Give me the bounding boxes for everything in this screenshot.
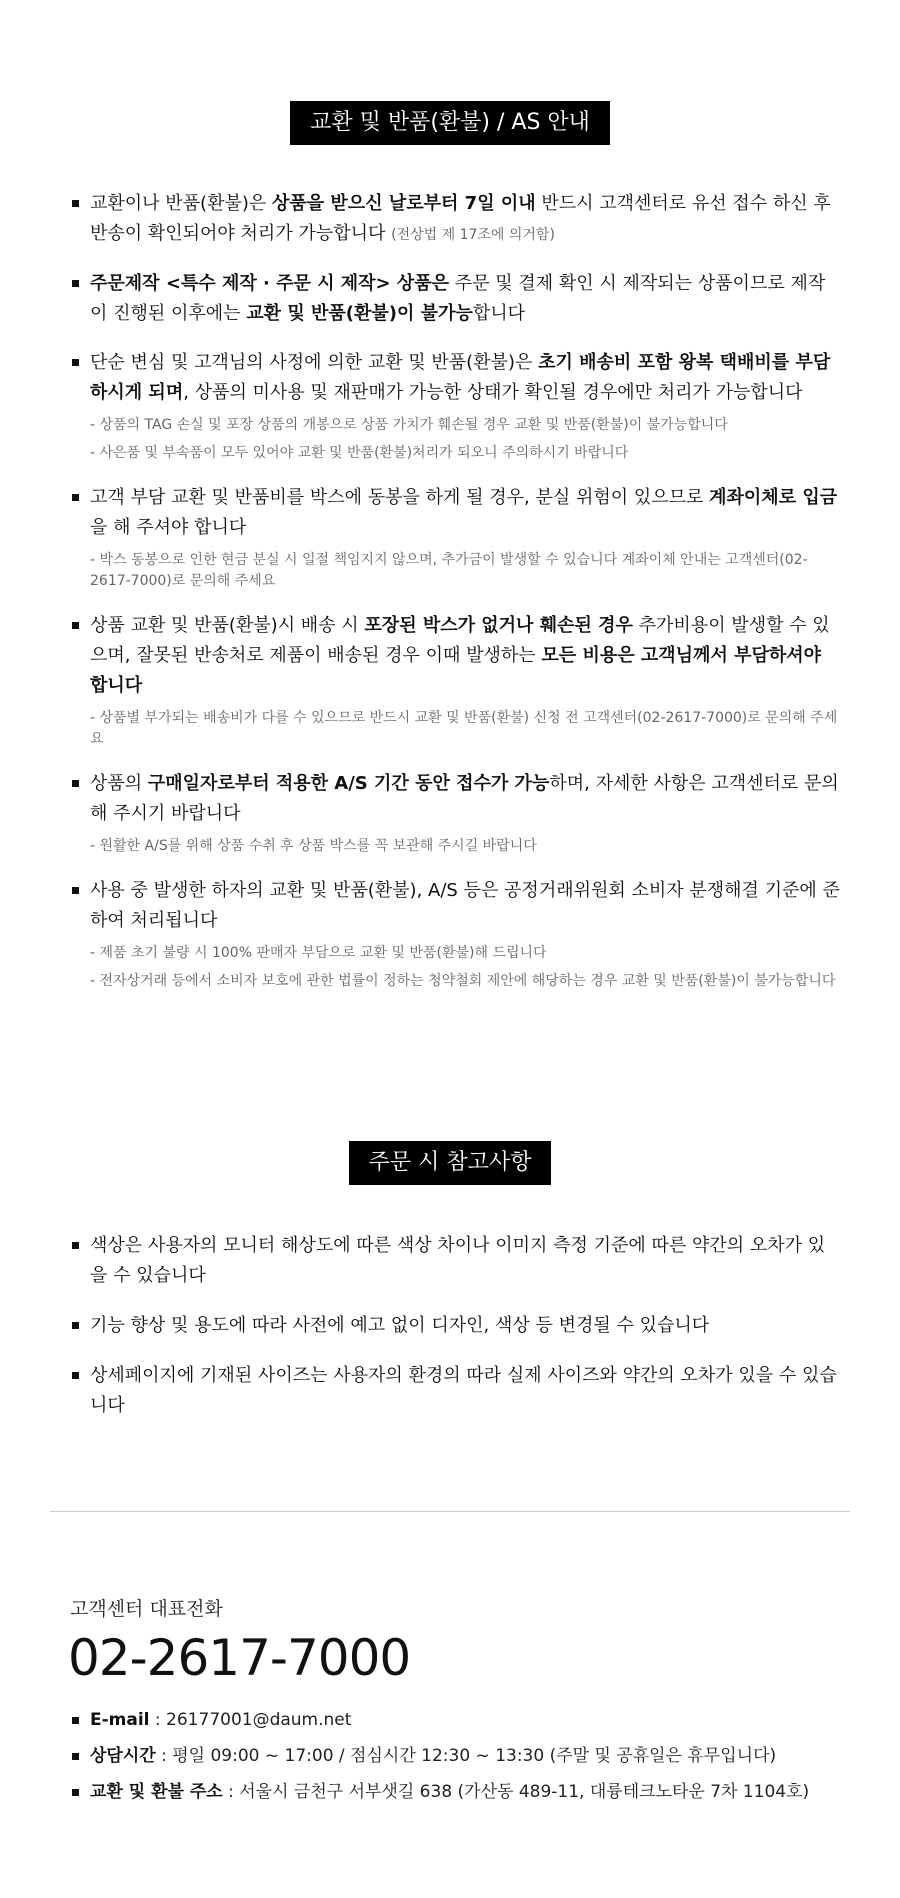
item-text: 상세페이지에 기재된 사이즈는 사용자의 환경의 따라 실제 사이즈와 약간의 오차가 있을 수 있습니다 <box>90 1365 837 1416</box>
bullet-icon <box>72 359 79 366</box>
section-divider <box>50 1511 850 1512</box>
list-item <box>70 1231 840 1291</box>
address-value: : 서울시 금천구 서부샛길 638 (가산동 489-11, 대륭테크노타운 7차 1104호) <box>222 1782 810 1802</box>
bullet-icon <box>72 1242 79 1249</box>
item-note: - 제품 초기 불량 시 100% 판매자 부담으로 교환 및 반품(환불)해 드립니다 <box>90 945 547 961</box>
item-note: - 박스 동봉으로 인한 현금 분실 시 일절 책임지지 않으며, 추가금이 발생할 수 있습니다 계좌이체 안내는 고객센터(02-2617-7000)로 문의해 주세요 <box>90 552 808 589</box>
bullet-icon <box>72 1789 79 1796</box>
section-title-label: 교환 및 반품(환불) / AS 안내 <box>290 101 610 145</box>
list-item <box>70 348 840 464</box>
item-text: 상품 교환 및 반품(환불)시 배송 시 포장된 박스가 없거나 훼손된 경우 추가비용이 발생할 수 있으며, 잘못된 반송처로 제품이 배송된 경우 이때 발생하는 모든 비용은 고객님께서 부담하셔야 합니다 <box>90 615 830 696</box>
item-note: - 상품의 TAG 손실 및 포장 상품의 개봉으로 상품 가치가 훼손될 경우 교환 및 반품(환불)이 불가능합니다 <box>90 417 728 433</box>
address-label: 교환 및 환불 주소 <box>90 1782 223 1802</box>
item-note: - 상품별 부가되는 배송비가 다를 수 있으므로 반드시 교환 및 반품(환불) 신청 전 고객센터(02-2617-7000)로 문의해 주세요 <box>90 710 838 747</box>
list-item <box>70 876 840 992</box>
bullet-icon <box>72 1717 79 1724</box>
list-item <box>70 483 840 592</box>
bullet-icon <box>72 280 79 287</box>
bullet-icon <box>72 622 79 629</box>
list-item <box>70 769 840 857</box>
customer-center-phone: 02-2617-7000 <box>68 1629 411 1687</box>
bullet-icon <box>72 1322 79 1329</box>
item-text: 단순 변심 및 고객님의 사정에 의한 교환 및 반품(환불)은 초기 배송비 포함 왕복 택배비를 부담하시게 되며, 상품의 미사용 및 재판매가 가능한 상태가 확인될 경우에만 처리가 가능합니다 <box>90 352 831 403</box>
order-notes-section-title <box>0 1141 900 1185</box>
item-text: 사용 중 발생한 하자의 교환 및 반품(환불), A/S 등은 공정거래위원회 소비자 분쟁해결 기준에 준하여 처리됩니다 <box>90 880 840 931</box>
bullet-icon <box>72 1372 79 1379</box>
item-text: 상품의 구매일자로부터 적용한 A/S 기간 동안 접수가 가능하며, 자세한 사항은 고객센터로 문의해 주시기 바랍니다 <box>90 773 839 824</box>
hours-info <box>70 1738 860 1774</box>
item-note: - 원활한 A/S를 위해 상품 수취 후 상품 박스를 꼭 보관해 주시길 바랍니다 <box>90 838 537 854</box>
item-text: 기능 향상 및 용도에 따라 사전에 예고 없이 디자인, 색상 등 변경될 수 있습니다 <box>90 1315 710 1336</box>
customer-center-label: 고객센터 대표전화 <box>70 1598 223 1620</box>
item-note: - 사은품 및 부속품이 모두 있어야 교환 및 반품(환불)처리가 되오니 주의하시기 바랍니다 <box>90 445 629 461</box>
bullet-icon <box>72 780 79 787</box>
order-notes-list <box>70 1231 840 1441</box>
item-note: - 전자상거래 등에서 소비자 보호에 관한 법률이 정하는 청약철회 제안에 해당하는 경우 교환 및 반품(환불)이 불가능합니다 <box>90 973 836 989</box>
hours-label: 상담시간 <box>90 1746 156 1766</box>
bullet-icon <box>72 200 79 207</box>
section-title-label: 주문 시 참고사항 <box>349 1141 552 1185</box>
email-info <box>70 1702 860 1738</box>
list-item <box>70 1361 840 1421</box>
list-item <box>70 611 840 750</box>
customer-center-info <box>70 1702 860 1810</box>
law-reference: (전상법 제 17조에 의거함) <box>391 227 555 243</box>
email-value: : 26177001@daum.net <box>149 1710 352 1730</box>
bullet-icon <box>72 1753 79 1760</box>
item-text: 주문제작 <특수 제작 · 주문 시 제작> 상품은 주문 및 결제 확인 시 제작되는 상품이므로 제작이 진행된 이후에는 교환 및 반품(환불)이 불가능합니다 <box>90 273 826 324</box>
email-label: E-mail <box>90 1710 150 1730</box>
bullet-icon <box>72 494 79 501</box>
exchange-return-list <box>70 189 840 1011</box>
item-text: 색상은 사용자의 모니터 해상도에 따른 색상 차이나 이미지 측정 기준에 따른 약간의 오차가 있을 수 있습니다 <box>90 1235 826 1286</box>
list-item <box>70 1311 840 1341</box>
item-text: 고객 부담 교환 및 반품비를 박스에 동봉을 하게 될 경우, 분실 위험이 있으므로 계좌이체로 입금을 해 주셔야 합니다 <box>90 487 838 538</box>
hours-value: : 평일 09:00 ~ 17:00 / 점심시간 12:30 ~ 13:30 (주말 및 공휴일은 휴무입니다) <box>155 1746 777 1766</box>
bullet-icon <box>72 887 79 894</box>
item-text: 교환이나 반품(환불)은 상품을 받으신 날로부터 7일 이내 반드시 고객센터로 유선 접수 하신 후 반송이 확인되어야 처리가 가능합니다 (전상법 제 17조에 의거함) <box>90 193 831 244</box>
list-item <box>70 269 840 329</box>
list-item <box>70 189 840 250</box>
exchange-return-section-title <box>0 101 900 145</box>
address-info <box>70 1774 860 1810</box>
